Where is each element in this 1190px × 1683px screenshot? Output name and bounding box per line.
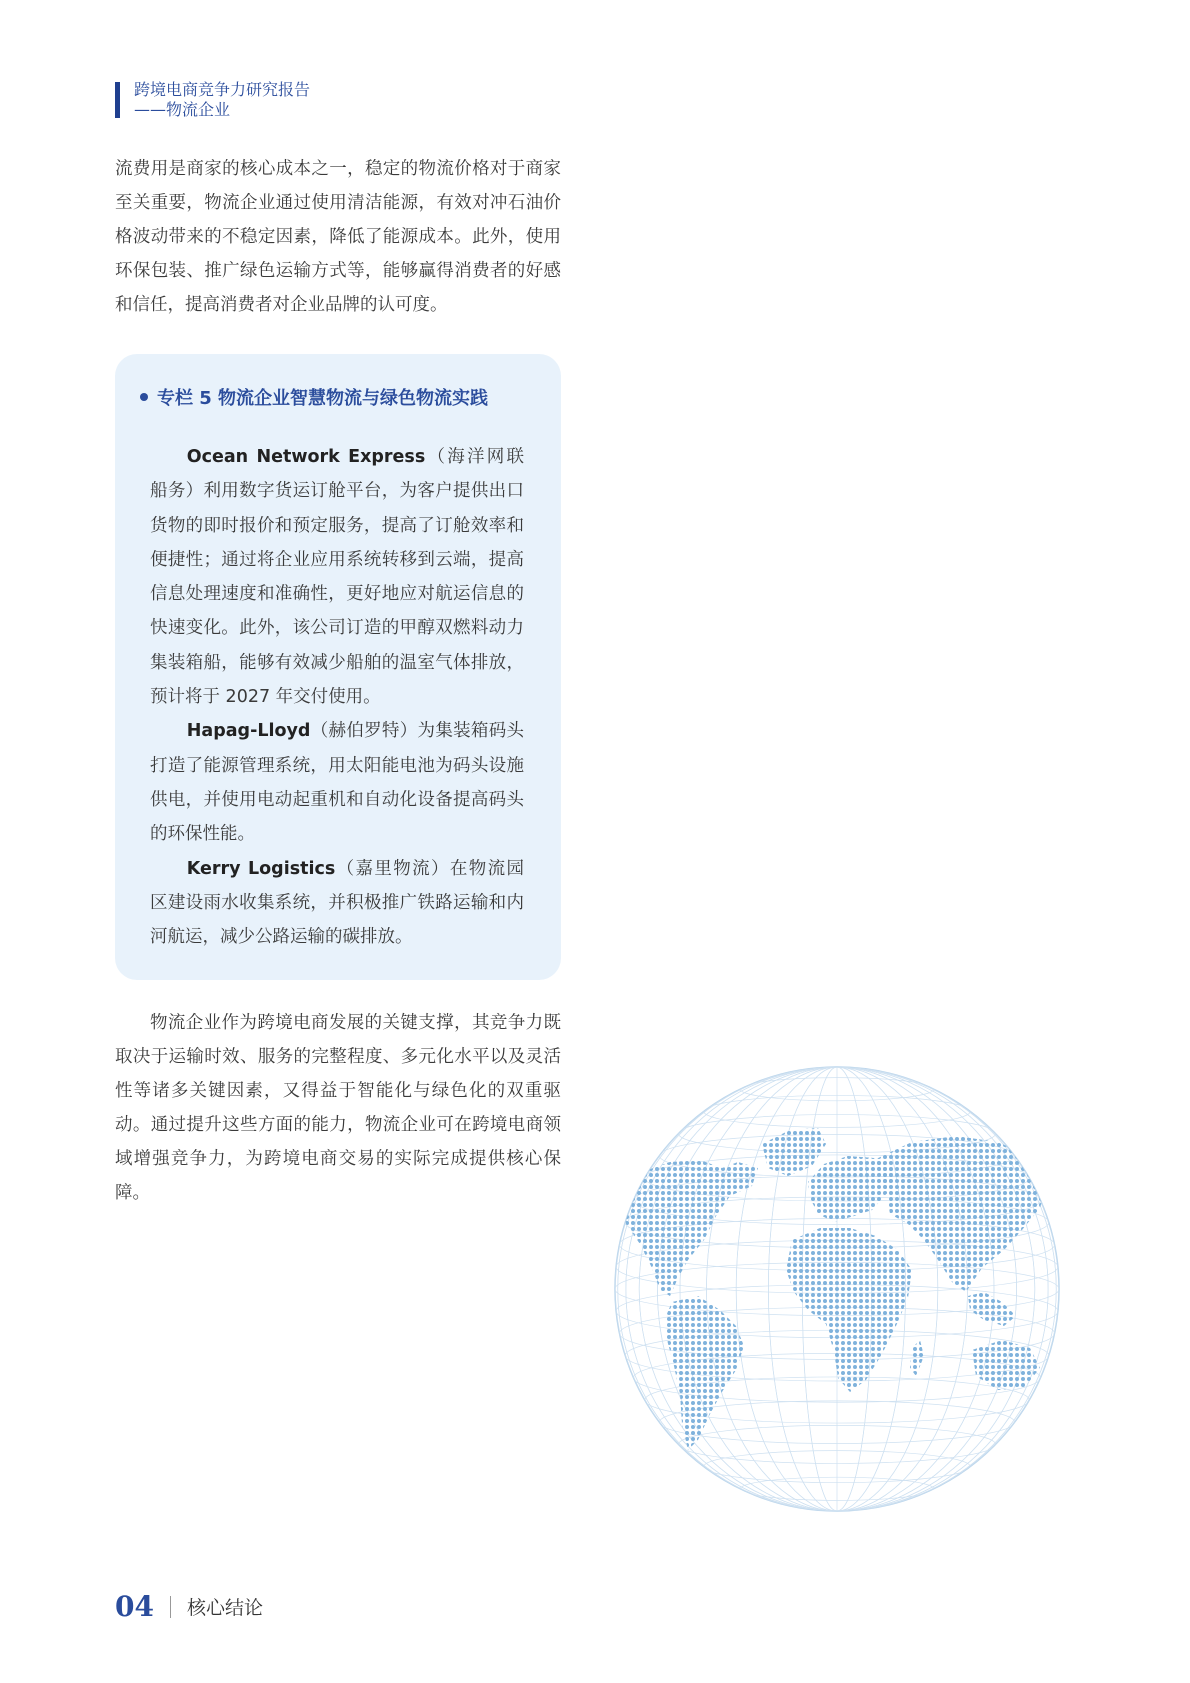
header-title-block — [134, 80, 310, 120]
page-footer — [115, 1590, 263, 1630]
footer-divider — [170, 1596, 171, 1618]
page-number: 04 — [115, 1590, 154, 1623]
case-item-one — [150, 440, 524, 714]
case-study-box — [115, 354, 561, 980]
case-study-body — [150, 440, 524, 954]
report-subtitle: ——物流企业 — [134, 100, 231, 119]
company-name: Kerry Logistics — [186, 858, 336, 879]
bullet-dot-icon — [140, 393, 148, 401]
case-item-three — [150, 852, 524, 955]
case-item-two — [150, 714, 524, 851]
company-name: Ocean Network Express — [186, 447, 426, 467]
conclusion-paragraph: 物流企业作为跨境电商发展的关键支撑，其竞争力既取决于运输时效、服务的完整程度、多元化水平以及灵活性等诸多关键因素，又得益于智能化与绿色化的双重驱动。通过提升这些方面的能力，物流企业可在跨境电商领域增强竞争力，为跨境电商交易的实际完成提供核心保障。 — [115, 1013, 561, 1203]
company-description: （海洋网联船务）利用数字货运订舱平台，为客户提供出口货物的即时报价和预定服务，提高了订舱效率和便捷性；通过将企业应用系统转移到云端，提高信息处理速度和准确性，更好地应对航运信息的快速变化。此外，该公司订造的甲醇双燃料动力集装箱船，能够有效减少船舶的温室气体排放，预计将于 2027 年交付使用。 — [150, 447, 525, 708]
intro-paragraph: 流费用是商家的核心成本之一，稳定的物流价格对于商家至关重要，物流企业通过使用清洁能源，有效对冲石油价格波动带来的不稳定因素，降低了能源成本。此外，使用环保包装、推广绿色运输方式等，能够赢得消费者的好感和信任，提高消费者对企业品牌的认可度。 — [115, 159, 561, 315]
world-globe-illustration — [612, 1064, 1062, 1514]
case-study-title-text: 专栏 5 物流企业智慧物流与绿色物流实践 — [157, 388, 489, 409]
case-study-title — [140, 384, 488, 410]
report-title: 跨境电商竞争力研究报告 — [134, 80, 311, 99]
company-name: Hapag-Lloyd — [186, 721, 311, 742]
header-accent-bar — [115, 82, 120, 118]
company-description: （赫伯罗特）为集装箱码头打造了能源管理系统，用太阳能电池为码头设施供电，并使用电动起重机和自动化设备提高码头的环保性能。 — [150, 721, 524, 845]
section-title: 核心结论 — [186, 1597, 263, 1619]
company-description: （嘉里物流）在物流园区建设雨水收集系统，并积极推广铁路运输和内河航运，减少公路运输的碳排放。 — [150, 858, 525, 948]
